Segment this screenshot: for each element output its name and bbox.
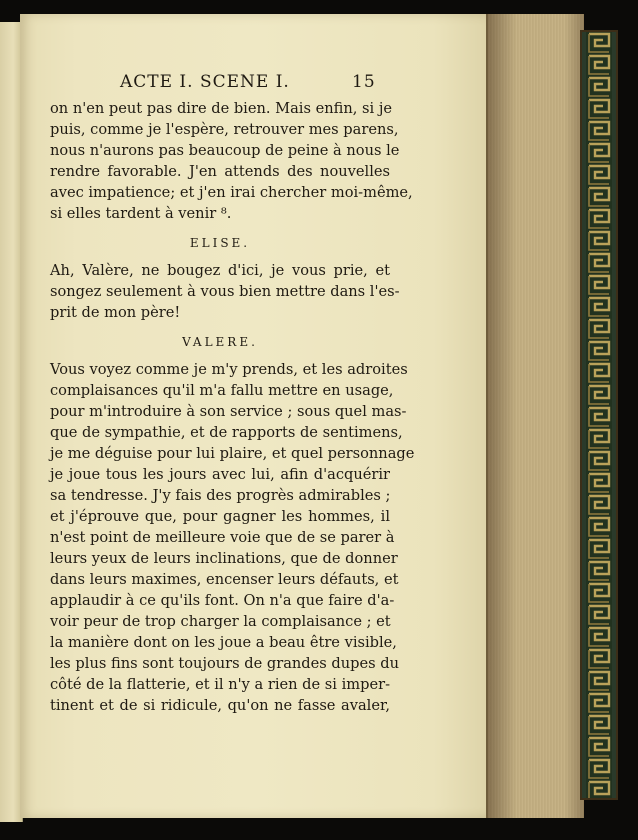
text-line: que de sympathie, et de rapports de sentimens,	[50, 424, 403, 441]
text-line: applaudir à ce qu'ils font. On n'a que faire d'a-	[50, 592, 395, 609]
text-line: songez seulement à vous bien mettre dans l'es-	[50, 283, 400, 300]
text-line: la manière dont on les joue a beau être visible,	[50, 634, 397, 651]
text-line: pour m'introduire à son service ; sous quel mas-	[50, 403, 407, 420]
text-line: Vous voyez comme je m'y prends, et les adroites	[50, 361, 408, 378]
text-line: Ah, Valère, ne bougez d'ici, je vous prie, et	[50, 262, 390, 279]
text-line: rendre favorable. J'en attends des nouvelles	[50, 163, 390, 180]
text-line: côté de la flatterie, et il n'y a rien de si imper-	[50, 676, 390, 693]
text-line: dans leurs maximes, encenser leurs défauts, et	[50, 571, 399, 588]
text-line: tinent et de si ridicule, qu'on ne fasse avaler,	[50, 697, 390, 714]
text-line: puis, comme je l'espère, retrouver mes parens,	[50, 121, 399, 138]
page-number: 15	[352, 72, 376, 92]
text-line: je me déguise pour lui plaire, et quel personnage	[50, 445, 415, 462]
text-line: si elles tardent à venir ⁸.	[50, 205, 232, 222]
greek-key-pattern	[586, 32, 612, 800]
text-line: les plus fins sont toujours de grandes dupes du	[50, 655, 400, 672]
page-text	[50, 72, 415, 716]
page-block-edges	[486, 14, 584, 818]
text-line: je joue tous les jours avec lui, afin d'acquérir	[50, 466, 390, 483]
text-line: prit de mon père!	[50, 304, 181, 321]
text-line: voir peur de trop charger la complaisance ; et	[50, 613, 391, 630]
paragraph-continuation	[50, 98, 413, 224]
speech-elise	[50, 260, 400, 323]
running-head: ACTE I. SCENE I.	[120, 72, 290, 92]
text-line: nous n'aurons pas beaucoup de peine à nous le	[50, 142, 400, 159]
text-line: leurs yeux de leurs inclinations, que de donner	[50, 550, 398, 567]
speaker-name-valere: VALERE.	[182, 335, 258, 349]
text-line: n'est point de meilleure voie que de se parer à	[50, 529, 395, 546]
text-line: et j'éprouve que, pour gagner les hommes, il	[50, 508, 390, 525]
decorative-binding	[580, 30, 618, 800]
page-header	[50, 72, 390, 98]
text-line: avec impatience; et j'en irai chercher moi-même,	[50, 184, 413, 201]
speaker-name-elise: ELISE.	[189, 236, 251, 250]
text-line: complaisances qu'il m'a fallu mettre en usage,	[50, 382, 394, 399]
speech-valere	[50, 359, 415, 716]
text-line: sa tendresse. J'y fais des progrès admirables ;	[50, 487, 391, 504]
text-line: on n'en peut pas dire de bien. Mais enfin, si je	[50, 100, 393, 117]
